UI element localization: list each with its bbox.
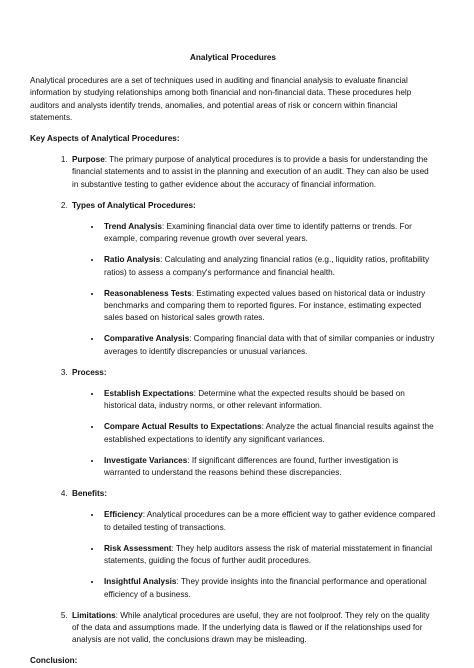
- item-label: Purpose: [72, 155, 105, 165]
- sublist-item: [102, 254, 436, 278]
- sublist-item: [102, 543, 436, 567]
- key-aspects-heading: Key Aspects of Analytical Procedures:: [30, 134, 180, 144]
- item-label: Limitations: [72, 610, 116, 620]
- sublist-item: [102, 288, 436, 325]
- list-item-process: [70, 367, 436, 479]
- sublist-item: [102, 576, 436, 600]
- sub-text: : Examining financial data over time to identify patterns or trends. For example, comparing revenue growth over several years.: [104, 222, 412, 244]
- sub-text: : Determine what the expected results should be based on historical data, industry norms, or other relevant information.: [104, 389, 405, 411]
- sub-label: Comparative Analysis: [104, 334, 190, 344]
- item-text: : The primary purpose of analytical procedures is to provide a basis for understanding the financial statements and to assist in the planning and execution of an audit. They can also be used in substantive testing to gather evidence about the accuracy of financial information.: [72, 155, 429, 189]
- sub-text: : Comparing financial data with that of similar companies or industry averages to identify discrepancies or unusual variances.: [104, 334, 435, 356]
- list-item-limitations: [70, 610, 436, 647]
- sub-label: Investigate Variances: [104, 455, 188, 465]
- sub-text: : They provide insights into the financial performance and operational efficiency of a business.: [104, 577, 427, 599]
- document-title: Analytical Procedures: [189, 53, 276, 62]
- sublist-item: [102, 388, 436, 412]
- item-text: :: [104, 489, 108, 499]
- item-text: :: [103, 367, 107, 377]
- sublist-item: [102, 221, 436, 245]
- intro-paragraph: Analytical procedures are a set of techniques used in auditing and financial analysis to evaluate financial information by studying relationships among both financial and non-financial data. These procedures help auditors and analysts identify trends, anomalies, and potential areas of risk or concern within financial statements.: [30, 76, 412, 122]
- key-aspects-list: [30, 154, 436, 646]
- sub-text: : Analytical procedures can be a more efficient way to gather evidence compared to detailed testing of transactions.: [104, 510, 436, 532]
- item-text: : While analytical procedures are useful, they are not foolproof. They rely on the quality of the data and assumptions made. If the underlying data is flawed or if the relationships used for analysis are not valid, the conclusions drawn may be misleading.: [72, 610, 430, 645]
- sub-label: Reasonableness Tests: [104, 288, 192, 298]
- sublist-item: [102, 421, 436, 445]
- item-label: Benefits: [72, 489, 105, 499]
- item-text: :: [193, 200, 196, 210]
- list-item-types: [70, 200, 436, 358]
- conclusion-heading: Conclusion:: [30, 656, 78, 666]
- sub-label: Risk Assessment: [104, 543, 172, 553]
- sub-label: Insightful Analysis: [104, 577, 177, 587]
- sub-label: Compare Actual Results to Expectations: [104, 422, 262, 432]
- benefits-sublist: [72, 509, 436, 600]
- sub-label: Ratio Analysis: [104, 255, 161, 265]
- sub-label: Establish Expectations: [104, 389, 194, 399]
- sub-text: : Calculating and analyzing financial ratios (e.g., liquidity ratios, profitability ratios) to assess a company's performance and financial health.: [104, 255, 430, 277]
- list-item-purpose: [70, 154, 436, 191]
- process-sublist: [72, 388, 436, 479]
- sublist-item: [102, 455, 436, 479]
- sub-text: : They help auditors assess the risk of material misstatement in financial statements, guiding the focus of further audit procedures.: [104, 543, 433, 566]
- item-label: Types of Analytical Procedures: [72, 200, 194, 210]
- item-label: Process: [72, 367, 104, 377]
- sub-text: : Estimating expected values based on historical data or industry benchmarks and comparing them to reported figures. For instance, estimating expected sales based on historical sales growth rates.: [104, 288, 426, 323]
- sublist-item: [102, 333, 436, 357]
- sub-label: Efficiency: [104, 510, 143, 520]
- sub-label: Trend Analysis: [104, 222, 162, 232]
- sublist-item: [102, 509, 436, 533]
- list-item-benefits: [70, 488, 436, 600]
- sub-text: : If significant differences are found, further investigation is warranted to understand the reasons behind these discrepancies.: [104, 455, 399, 478]
- types-sublist: [72, 221, 436, 358]
- sub-text: : Analyze the actual financial results against the established expectations to identify any significant variances.: [104, 422, 434, 444]
